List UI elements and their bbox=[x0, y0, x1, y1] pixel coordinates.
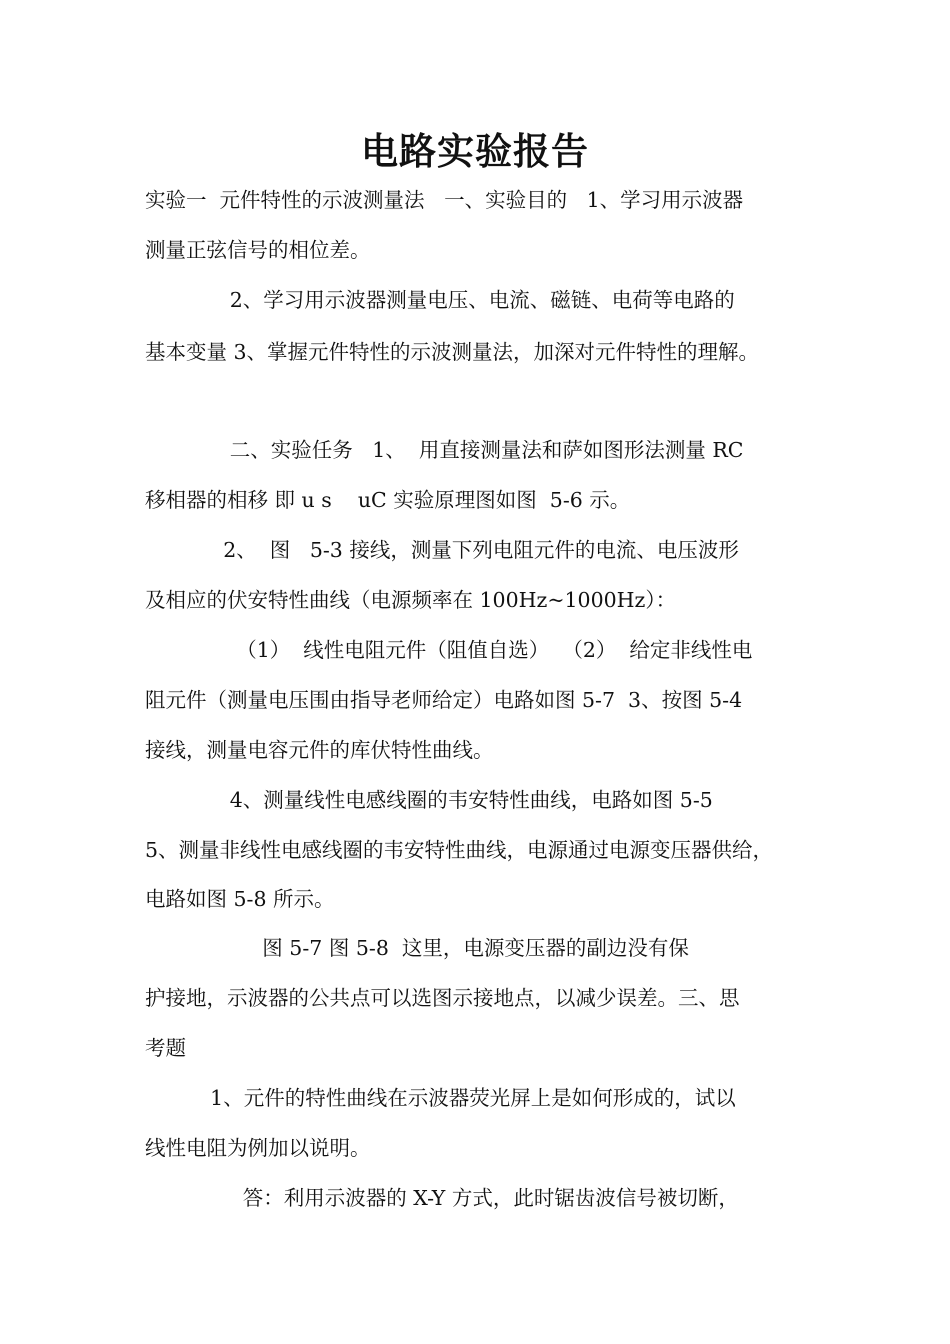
paragraph-line: 答：利用示波器的 X-Y 方式，此时锯齿波信号被切断， bbox=[145, 1186, 739, 1210]
paragraph-line: 考题 bbox=[145, 1036, 186, 1060]
paragraph-line: （1） 线性电阻元件（阻值自选） （2） 给定非线性电 bbox=[145, 638, 753, 662]
paragraph-line: 二、实验任务 1、 用直接测量法和萨如图形法测量 RC bbox=[145, 438, 744, 462]
paragraph-line: 移相器的相移 即 u s uC 实验原理图如图 5-6 示。 bbox=[145, 488, 631, 512]
paragraph-line: 4、测量线性电感线圈的韦安特性曲线，电路如图 5-5 bbox=[145, 788, 713, 812]
paragraph-line: 及相应的伏安特性曲线（电源频率在 100Hz~1000Hz）： bbox=[145, 588, 677, 612]
paragraph-line: 测量正弦信号的相位差。 bbox=[145, 238, 371, 262]
paragraph-line: 图 5-7 图 5-8 这里，电源变压器的副边没有保 bbox=[145, 936, 689, 960]
paragraph-line: 实验一 元件特性的示波测量法 一、实验目的 1、学习用示波器 bbox=[145, 188, 744, 212]
paragraph-line: 1、元件的特性曲线在示波器荧光屏上是如何形成的，试以 bbox=[145, 1086, 736, 1110]
paragraph-line: 基本变量 3、掌握元件特性的示波测量法，加深对元件特性的理解。 bbox=[145, 340, 760, 364]
paragraph-line: 接线，测量电容元件的库伏特性曲线。 bbox=[145, 738, 494, 762]
paragraph-line: 阻元件（测量电压围由指导老师给定）电路如图 5-7 3、按图 5-4 bbox=[145, 688, 743, 712]
paragraph-line: 5、测量非线性电感线圈的韦安特性曲线，电源通过电源变压器供给， bbox=[145, 838, 774, 862]
paragraph-line: 2、学习用示波器测量电压、电流、磁链、电荷等电路的 bbox=[145, 288, 735, 312]
paragraph-line: 护接地，示波器的公共点可以选图示接地点，以减少误差。三、思 bbox=[145, 986, 740, 1010]
paragraph-line: 电路如图 5-8 所示。 bbox=[145, 887, 335, 911]
paragraph-line: 线性电阻为例加以说明。 bbox=[145, 1136, 371, 1160]
document-title: 电路实验报告 bbox=[361, 130, 589, 173]
paragraph-line: 2、 图 5-3 接线，测量下列电阻元件的电流、电压波形 bbox=[145, 538, 739, 562]
